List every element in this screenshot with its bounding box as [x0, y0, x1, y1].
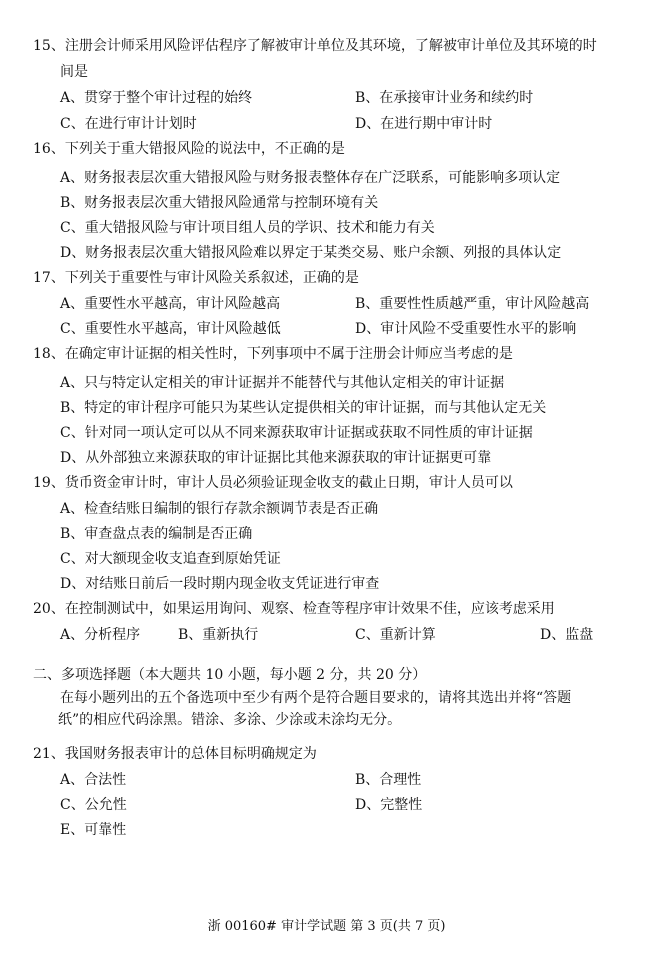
question-15-option-b: B、在承接审计业务和续约时	[355, 90, 534, 106]
question-21-option-b: B、合理性	[355, 772, 422, 788]
question-18-option-b: B、特定的审计程序可能只为某些认定提供相关的审计证据，而与其他认定无关	[60, 400, 547, 416]
question-16-stem	[33, 140, 345, 158]
question-16-option-c: C、重大错报风险与审计项目组人员的学识、技术和能力有关	[60, 220, 435, 236]
question-15-option-c: C、在进行审计计划时	[60, 116, 197, 132]
question-15-stem-cont: 间是	[60, 64, 88, 80]
question-20-option-c: C、重新计算	[355, 627, 436, 643]
question-16-option-b: B、财务报表层次重大错报风险通常与控制环境有关	[60, 195, 379, 211]
question-19-option-a: A、检查结账日编制的银行存款余额调节表是否正确	[60, 501, 379, 517]
question-19-option-c: C、对大额现金收支追查到原始凭证	[60, 551, 281, 567]
question-21-option-a: A、合法性	[60, 772, 127, 788]
question-19-option-b: B、审查盘点表的编制是否正确	[60, 526, 253, 542]
question-18-option-d: D、从外部独立来源获取的审计证据比其他来源获取的审计证据更可靠	[60, 450, 492, 466]
question-15-option-a: A、贯穿于整个审计过程的始终	[60, 90, 253, 106]
question-18-stem: 18、在确定审计证据的相关性时，下列事项中不属于注册会计师应当考虑的是	[33, 346, 513, 362]
question-17-option-d: D、审计风险不受重要性水平的影响	[355, 321, 577, 337]
question-16-option-d: D、财务报表层次重大错报风险难以界定于某类交易、账户余额、列报的具体认定	[60, 245, 562, 261]
question-15-option-d: D、在进行期中审计时	[355, 116, 493, 132]
question-17-option-c: C、重要性水平越高，审计风险越低	[60, 321, 281, 337]
question-17-option-a: A、重要性水平越高，审计风险越高	[60, 296, 281, 312]
section-2-instructions-line1: 在每小题列出的五个备选项中至少有两个是符合题目要求的，请将其选出并将“答题	[60, 690, 572, 706]
question-19-stem: 19、货币资金审计时，审计人员必须验证现金收支的截止日期，审计人员可以	[33, 475, 513, 491]
question-21-option-e: E、可靠性	[60, 822, 127, 838]
question-16-stem-emphasis: 不正确	[274, 141, 317, 157]
question-20-option-d: D、监盘	[540, 627, 594, 643]
question-17-stem: 17、下列关于重要性与审计风险关系叙述，正确的是	[33, 270, 359, 286]
question-15-stem: 15、注册会计师采用风险评估程序了解被审计单位及其环境，了解被审计单位及其环境的时	[33, 38, 597, 54]
question-21-stem: 21、我国财务报表审计的总体目标明确规定为	[33, 746, 317, 762]
question-18-option-c: C、针对同一项认定可以从不同来源获取审计证据或获取不同性质的审计证据	[60, 425, 533, 441]
question-20-option-b: B、重新执行	[178, 627, 259, 643]
question-21-option-c: C、公允性	[60, 797, 127, 813]
section-2-title: 二、多项选择题（本大题共 10 小题，每小题 2 分，共 20 分）	[33, 667, 427, 683]
question-16-stem-post: 的是	[316, 141, 345, 157]
question-20-stem: 20、在控制测试中，如果运用询问、观察、检查等程序审计效果不佳，应该考虑采用	[33, 601, 555, 617]
page-footer: 浙 00160# 审计学试题 第 3 页(共 7 页)	[207, 919, 446, 934]
question-21-option-d: D、完整性	[355, 797, 423, 813]
question-19-option-d: D、对结账日前后一段时期内现金收支凭证进行审查	[60, 576, 380, 592]
question-16-option-a: A、财务报表层次重大错报风险与财务报表整体存在广泛联系，可能影响多项认定	[60, 170, 561, 186]
question-18-option-a: A、只与特定认定相关的审计证据并不能替代与其他认定相关的审计证据	[60, 375, 505, 391]
question-17-option-b: B、重要性性质越严重，审计风险越高	[355, 296, 590, 312]
question-20-option-a: A、分析程序	[60, 627, 141, 643]
question-16-stem-pre: 16、下列关于重大错报风险的说法中，	[33, 141, 275, 157]
section-2-instructions-line2: 纸”的相应代码涂黑。错涂、多涂、少涂或未涂均无分。	[58, 712, 402, 728]
